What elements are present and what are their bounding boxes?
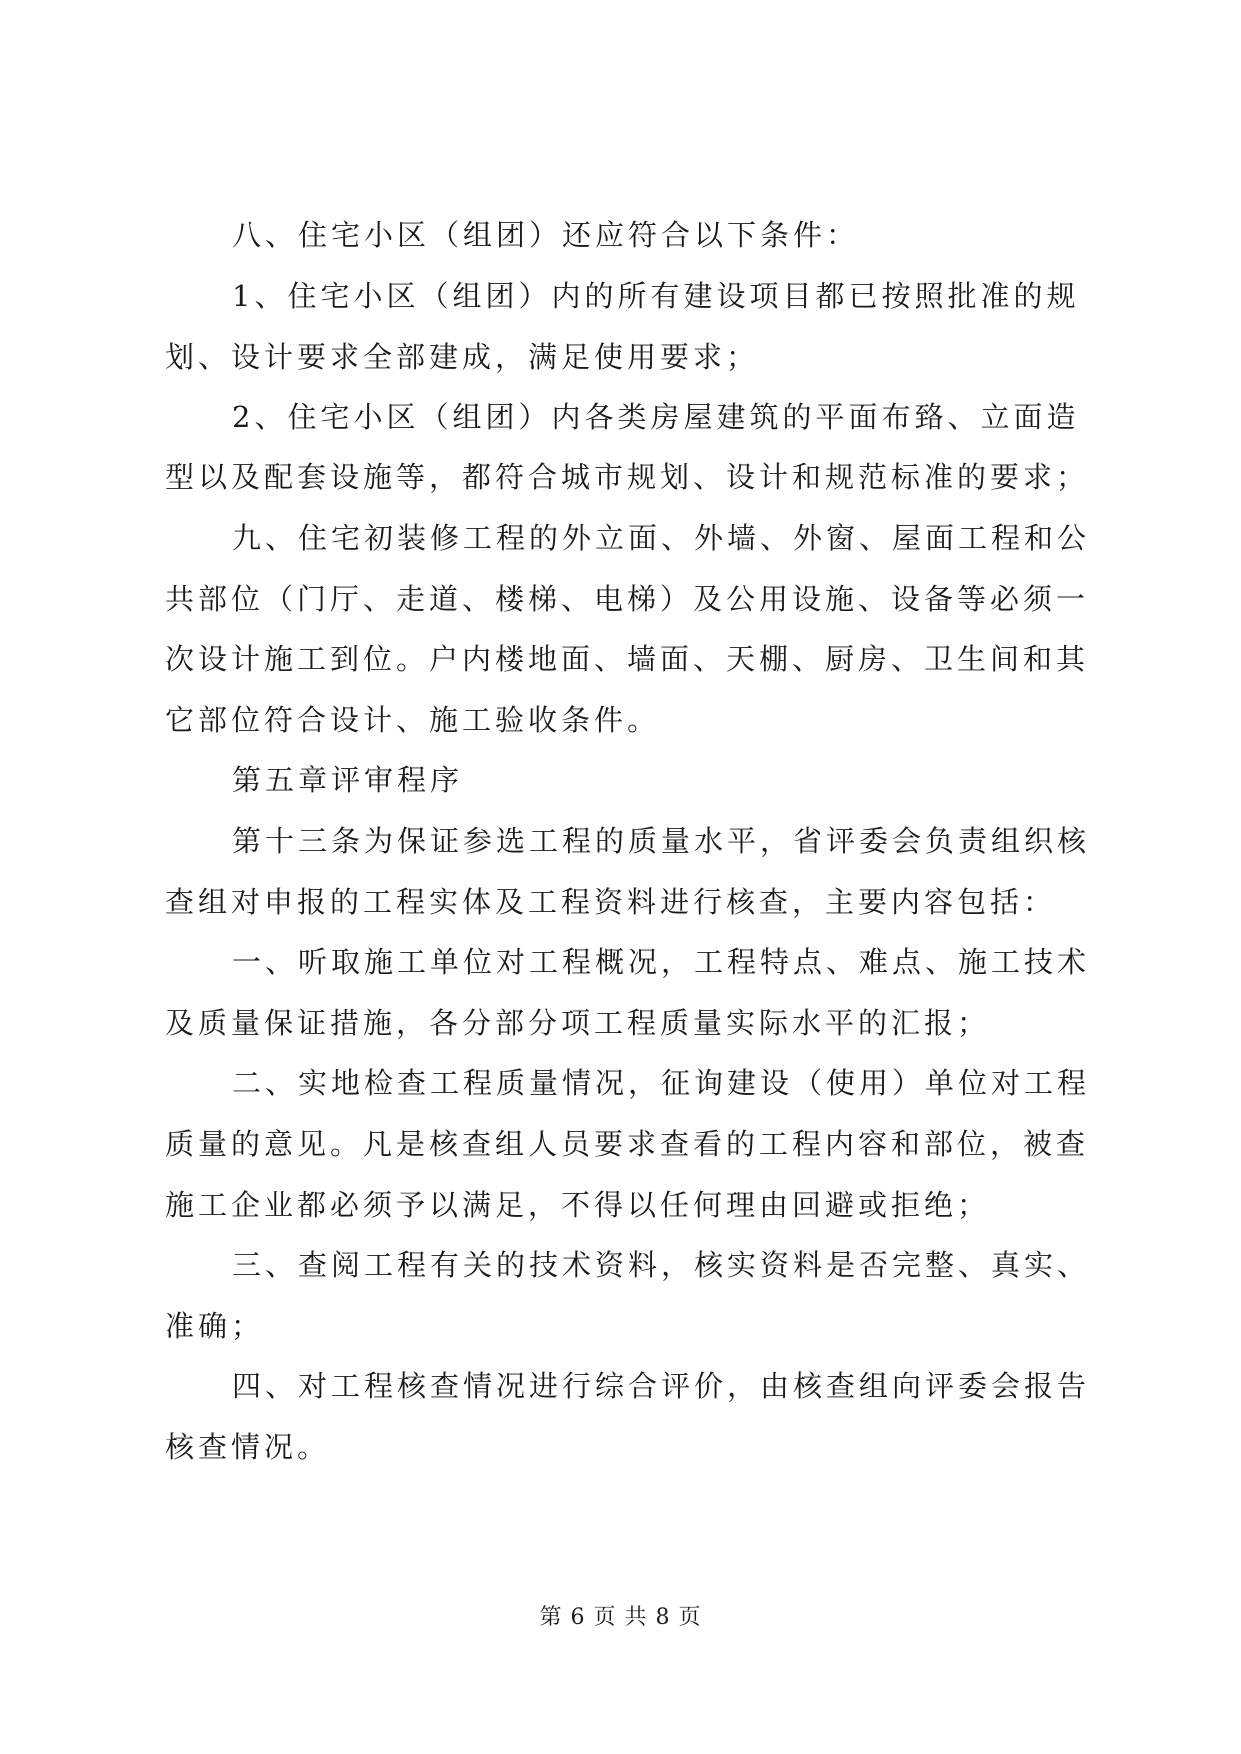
page-number-footer: 第 6 页 共 8 页 [539,1605,702,1630]
paragraph-line: 划、设计要求全部建成，满足使用要求； [165,340,760,374]
paragraph-line: 八、住宅小区（组团）还应符合以下条件： [232,218,860,252]
paragraph-line: 共部位（门厅、走道、楼梯、电梯）及公用设施、设备等必须一 [165,582,1090,616]
chapter-heading: 第五章评审程序 [232,763,464,797]
paragraph-line: 一、听取施工单位对工程概况，工程特点、难点、施工技术 [232,945,1091,979]
paragraph-line: 核查情况。 [165,1430,331,1464]
paragraph-line: 第十三条为保证参选工程的质量水平，省评委会负责组织核 [232,824,1091,858]
paragraph-line: 型以及配套设施等，都符合城市规划、设计和规范标准的要求； [165,460,1090,494]
paragraph-line: 及质量保证措施，各分部分项工程质量实际水平的汇报； [165,1006,991,1040]
paragraph-line: 四、对工程核查情况进行综合评价，由核查组向评委会报告 [232,1369,1091,1403]
paragraph-line: 它部位符合设计、施工验收条件。 [165,703,661,737]
paragraph-line: 九、住宅初装修工程的外立面、外墙、外窗、屋面工程和公 [232,521,1091,555]
paragraph-line: 1、住宅小区（组团）内的所有建设项目都已按照批准的规 [232,279,1080,313]
paragraph-line: 次设计施工到位。户内楼地面、墙面、天棚、厨房、卫生间和其 [165,642,1090,676]
paragraph-line: 二、实地检查工程质量情况，征询建设（使用）单位对工程 [232,1066,1091,1100]
paragraph-line: 查组对申报的工程实体及工程资料进行核查，主要内容包括： [165,885,1057,919]
paragraph-line: 施工企业都必须予以满足，不得以任何理由回避或拒绝； [165,1188,991,1222]
paragraph-line: 准确； [165,1309,265,1343]
paragraph-line: 2、住宅小区（组团）内各类房屋建筑的平面布臵、立面造 [232,400,1080,434]
paragraph-line: 三、查阅工程有关的技术资料，核实资料是否完整、真实、 [232,1248,1091,1282]
paragraph-line: 质量的意见。凡是核查组人员要求查看的工程内容和部位，被查 [165,1127,1090,1161]
